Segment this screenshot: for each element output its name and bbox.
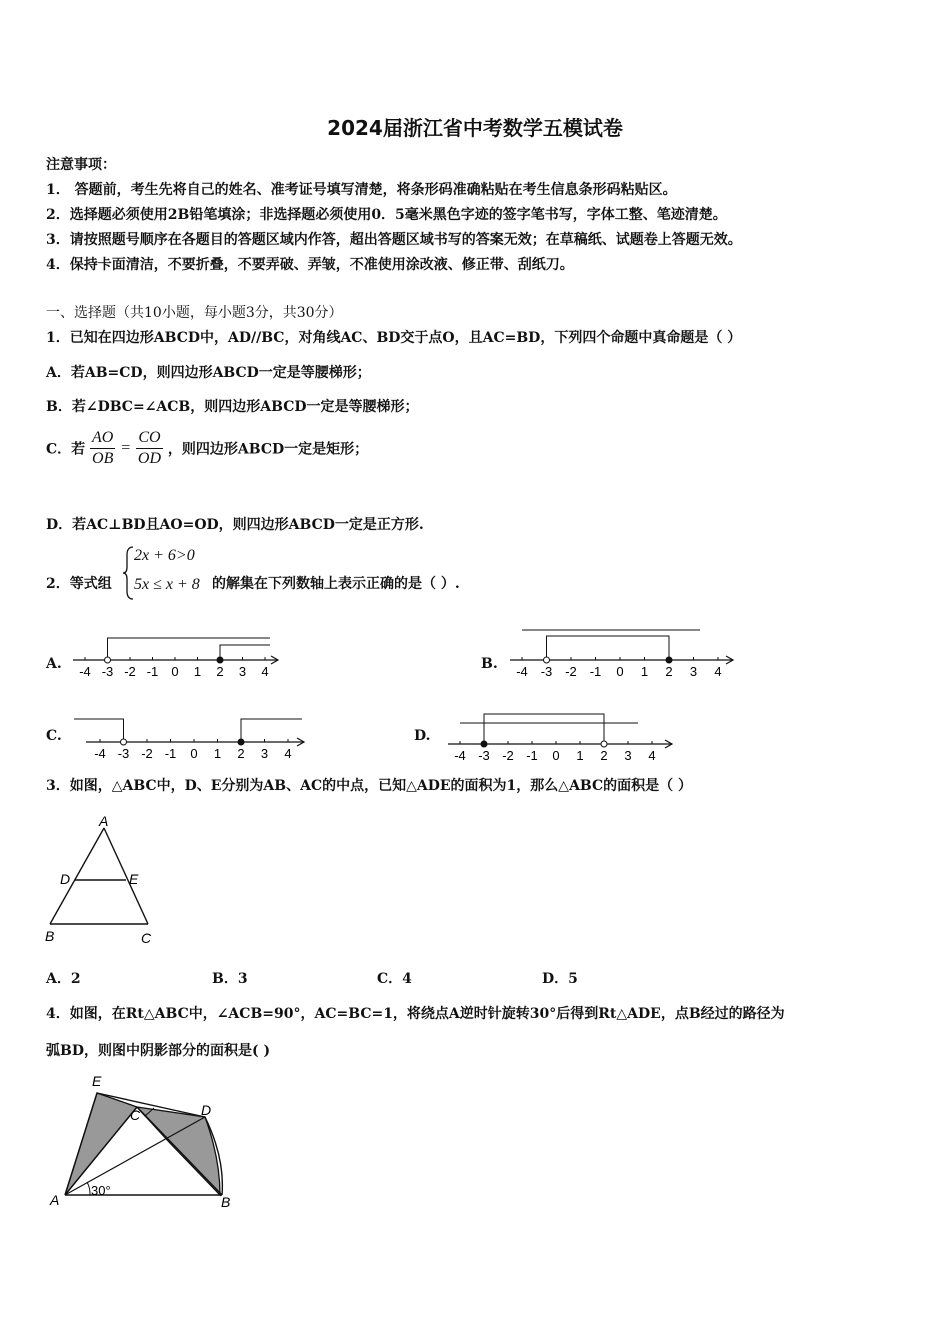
tick-label: 1: [193, 664, 202, 679]
tick-label: 1: [213, 746, 222, 761]
tick-label: 4: [714, 664, 722, 679]
tick-label: -3: [117, 746, 130, 761]
fraction-denominator: OD: [137, 450, 162, 467]
triangle-figure: [40, 812, 165, 947]
tick-label: 3: [260, 746, 269, 761]
tick-label: 3: [624, 748, 632, 762]
tick-label: 1: [576, 748, 584, 762]
vertex-d-label: D: [60, 871, 71, 887]
tick-label: 4: [648, 748, 656, 762]
vertex-e-label: E: [92, 1073, 102, 1089]
open-endpoint: [601, 741, 607, 747]
tick-label: 3: [689, 664, 698, 679]
tick-label: -3: [478, 748, 490, 762]
q4-stem-line1: 4．如图，在Rt△ABC中，∠ACB=90°，AC=BC=1，将绕点A逆时针旋转30°后得到Rt△ADE，点B经过的路径为: [46, 1006, 785, 1022]
fraction-numerator: AO: [90, 428, 115, 449]
q3-option-b: B．3: [212, 971, 248, 987]
tick-label: 0: [552, 748, 560, 762]
shaded-region-left: [65, 1093, 137, 1195]
q1-stem: 1．已知在四边形ABCD中，AD//BC，对角线AC、BD交于点O，且AC=BD，下列四个命题中真命题是（ ）: [46, 330, 742, 346]
q3-stem: 3．如图，△ABC中，D、E分别为AB、AC的中点，已知△ADE的面积为1，那么△ABC的面积是（ ）: [46, 778, 693, 794]
tick-label: 2: [237, 746, 245, 761]
q4-stem-line2: 弧BD，则图中阴影部分的面积是( ): [46, 1043, 271, 1059]
tick-label: 1: [640, 664, 649, 679]
tick-label: 2: [665, 664, 673, 679]
notice-item-4: 4．保持卡面清洁，不要折叠，不要弄破、弄皱，不准使用涂改液、修正带、刮纸刀。: [46, 257, 574, 273]
fraction-ao-ob: [90, 428, 115, 469]
fraction-co-od: [136, 428, 163, 469]
number-line-c: [72, 712, 312, 762]
vertex-c-label: C: [130, 1107, 141, 1123]
solution-bracket: [547, 636, 670, 660]
closed-endpoint: [666, 657, 672, 663]
notice-item-2: 2．选择题必须使用2B铅笔填涂；非选择题必须使用0．5毫米黑色字迹的签字笔书写，字体工整、笔迹清楚。: [46, 207, 727, 223]
tick-label: -4: [454, 748, 466, 762]
tick-label: -1: [146, 664, 159, 679]
tick-label: 2: [600, 748, 608, 762]
q1-option-d: D．若AC⊥BD且AO=OD，则四边形ABCD一定是正方形.: [46, 517, 424, 533]
number-line-b: [505, 625, 740, 680]
vertex-e-label: E: [129, 871, 139, 887]
tick-label: -3: [540, 664, 553, 679]
solution-ray: [74, 719, 124, 742]
tick-label: 4: [284, 746, 292, 761]
q1-option-b: B．若∠DBC=∠ACB，则四边形ABCD一定是等腰梯形；: [46, 399, 419, 415]
q2-inequality-2: 5x ≤ x + 8: [134, 576, 200, 593]
q3-option-a: A．2: [46, 971, 81, 987]
q2-option-b-label: B.: [481, 656, 498, 672]
q2-option-c-label: C.: [46, 728, 62, 744]
q2-suffix: 的解集在下列数轴上表示正确的是（ ）.: [212, 576, 460, 592]
tick-label: 0: [616, 664, 624, 679]
tick-label: -4: [79, 664, 91, 679]
tick-label: -2: [124, 664, 136, 679]
closed-endpoint: [238, 739, 244, 745]
solution-bracket: [484, 714, 604, 744]
vertex-b-label: B: [221, 1194, 231, 1210]
tick-label: 4: [261, 664, 269, 679]
tick-label: -2: [141, 746, 153, 761]
tick-label: -1: [526, 748, 538, 762]
number-line-a: [68, 630, 283, 680]
open-endpoint: [105, 657, 111, 663]
solution-ray: [241, 719, 302, 742]
q1-option-c-suffix: ，则四边形ABCD一定是矩形；: [167, 441, 369, 458]
q1-option-c: [46, 428, 368, 469]
q2-option-d-label: D.: [414, 728, 431, 744]
angle-label: 30°: [91, 1183, 111, 1198]
vertex-b-label: B: [45, 928, 55, 944]
closed-endpoint: [481, 741, 487, 747]
tick-label: 0: [171, 664, 179, 679]
solution-ray: [220, 645, 270, 660]
q2-option-a-label: A.: [46, 656, 62, 672]
tick-label: 0: [190, 746, 198, 761]
notice-item-1: 1． 答题前，考生先将自己的姓名、准考证号填写清楚，将条形码准确粘贴在考生信息条形码粘贴区。: [46, 182, 677, 198]
tick-label: 2: [216, 664, 224, 679]
tick-label: -1: [164, 746, 177, 761]
page-title: 2024届浙江省中考数学五模试卷: [327, 116, 623, 140]
notice-item-3: 3．请按照题号顺序在各题目的答题区域内作答，超出答题区域书写的答案无效；在草稿纸、试题卷上答题无效。: [46, 232, 742, 248]
tick-label: -2: [502, 748, 514, 762]
fraction-numerator: CO: [136, 428, 163, 449]
solution-ray: [108, 638, 271, 660]
vertex-d-label: D: [201, 1102, 212, 1118]
q3-option-c: C．4: [377, 971, 412, 987]
fraction-denominator: OB: [92, 450, 114, 467]
tick-label: -1: [589, 664, 602, 679]
tick-label: -2: [565, 664, 577, 679]
open-endpoint: [544, 657, 550, 663]
tick-label: -3: [101, 664, 114, 679]
vertex-c-label: C: [141, 930, 152, 946]
number-line-d: [440, 706, 680, 762]
q1-option-a: A．若AB=CD，则四边形ABCD一定是等腰梯形；: [46, 365, 371, 381]
q3-option-d: D．5: [542, 971, 578, 987]
q1-option-c-prefix: C．若: [46, 441, 86, 458]
vertex-a-label: A: [50, 1192, 60, 1208]
q2-prefix: 2．等式组: [46, 576, 112, 592]
open-endpoint: [121, 739, 127, 745]
section-heading: 一、选择题（共10小题，每小题3分，共30分）: [46, 305, 343, 321]
equals-sign: =: [120, 439, 132, 457]
vertex-a-label: A: [99, 813, 109, 829]
tick-label: -4: [516, 664, 528, 679]
q2-inequality-1: 2x + 6>0: [134, 547, 195, 564]
notice-heading: 注意事项：: [46, 157, 116, 173]
rotation-figure: [45, 1068, 245, 1213]
tick-label: 3: [238, 664, 247, 679]
tick-label: -4: [94, 746, 106, 761]
closed-endpoint: [217, 657, 223, 663]
